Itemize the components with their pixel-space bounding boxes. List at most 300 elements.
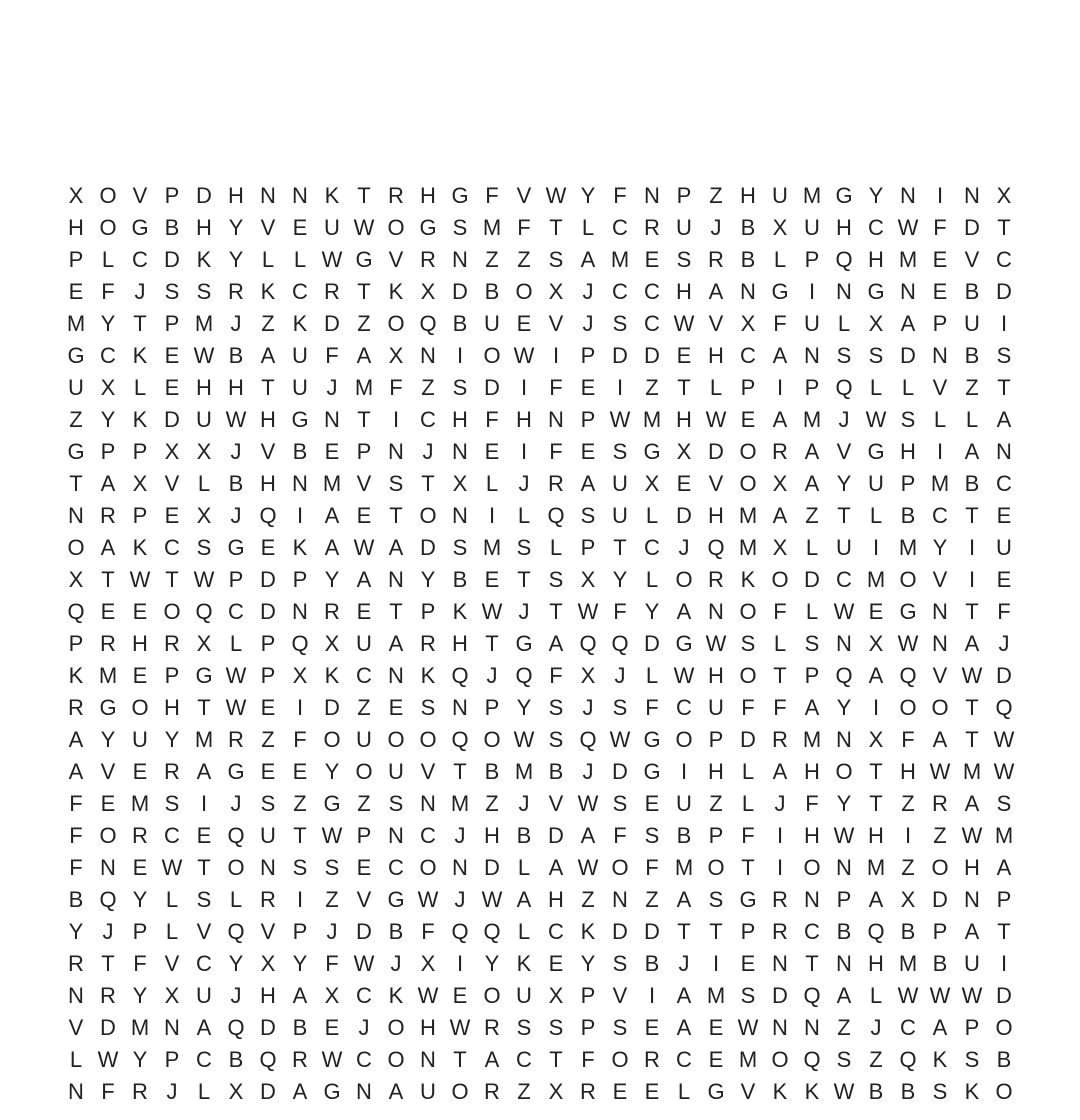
grid-letter[interactable]: A (548, 855, 564, 880)
grid-letter[interactable]: L (741, 759, 755, 784)
grid-letter[interactable]: H (708, 343, 724, 368)
grid-letter[interactable]: Z (901, 855, 915, 880)
grid-letter[interactable]: G (323, 791, 341, 816)
grid-letter[interactable]: M (802, 727, 822, 752)
grid-letter[interactable]: R (228, 727, 244, 752)
grid-letter[interactable]: H (836, 215, 852, 240)
grid-letter[interactable]: U (516, 983, 532, 1008)
grid-letter[interactable]: J (358, 1015, 370, 1040)
grid-letter[interactable]: P (164, 663, 180, 688)
grid-letter[interactable]: Z (261, 727, 275, 752)
grid-letter[interactable]: R (324, 599, 340, 624)
grid-letter[interactable]: D (996, 279, 1012, 304)
grid-letter[interactable]: Z (901, 791, 915, 816)
grid-letter[interactable]: G (227, 759, 245, 784)
grid-letter[interactable]: R (932, 791, 948, 816)
grid-letter[interactable]: N (932, 599, 948, 624)
grid-letter[interactable]: C (228, 599, 244, 624)
grid-letter[interactable]: Y (516, 695, 532, 720)
grid-letter[interactable]: N (388, 823, 404, 848)
grid-letter[interactable]: Z (261, 311, 275, 336)
grid-letter[interactable]: E (676, 343, 692, 368)
grid-letter[interactable]: P (740, 375, 756, 400)
grid-letter[interactable]: T (997, 375, 1011, 400)
grid-letter[interactable]: V (932, 375, 948, 400)
grid-letter[interactable]: F (517, 215, 531, 240)
grid-letter[interactable]: H (548, 887, 564, 912)
grid-letter[interactable]: X (132, 471, 148, 496)
grid-letter[interactable]: L (645, 567, 659, 592)
grid-letter[interactable]: C (740, 343, 756, 368)
grid-letter[interactable]: I (904, 823, 912, 848)
grid-letter[interactable]: R (100, 503, 116, 528)
grid-letter[interactable]: F (69, 823, 83, 848)
grid-letter[interactable]: B (292, 1015, 308, 1040)
grid-letter[interactable]: E (388, 695, 404, 720)
grid-letter[interactable]: O (99, 183, 117, 208)
grid-letter[interactable]: F (389, 375, 403, 400)
grid-letter[interactable]: Z (421, 375, 435, 400)
grid-letter[interactable]: Z (357, 311, 371, 336)
grid-letter[interactable]: X (772, 471, 788, 496)
grid-letter[interactable]: P (932, 919, 948, 944)
grid-letter[interactable]: K (292, 311, 308, 336)
grid-letter[interactable]: T (965, 727, 979, 752)
grid-letter[interactable]: U (996, 535, 1012, 560)
grid-letter[interactable]: I (296, 695, 304, 720)
grid-letter[interactable]: N (388, 663, 404, 688)
grid-letter[interactable]: H (708, 503, 724, 528)
grid-letter[interactable]: O (419, 855, 437, 880)
grid-letter[interactable]: I (968, 567, 976, 592)
grid-letter[interactable]: R (772, 727, 788, 752)
grid-letter[interactable]: J (230, 311, 242, 336)
grid-letter[interactable]: L (101, 247, 115, 272)
grid-letter[interactable]: C (420, 823, 436, 848)
grid-letter[interactable]: W (577, 599, 599, 624)
grid-letter[interactable]: D (676, 503, 692, 528)
grid-letter[interactable]: V (100, 759, 116, 784)
grid-letter[interactable]: L (229, 631, 243, 656)
grid-letter[interactable]: A (580, 823, 596, 848)
grid-letter[interactable]: Z (837, 1015, 851, 1040)
grid-letter[interactable]: D (804, 567, 820, 592)
grid-letter[interactable]: A (996, 855, 1012, 880)
grid-letter[interactable]: A (516, 887, 532, 912)
grid-letter[interactable]: C (676, 695, 692, 720)
grid-letter[interactable]: O (675, 567, 693, 592)
grid-letter[interactable]: A (292, 983, 308, 1008)
grid-letter[interactable]: D (740, 727, 756, 752)
grid-letter[interactable]: S (612, 951, 628, 976)
grid-letter[interactable]: O (483, 727, 501, 752)
grid-letter[interactable]: S (292, 855, 308, 880)
grid-letter[interactable]: N (836, 631, 852, 656)
grid-letter[interactable]: O (387, 1015, 405, 1040)
grid-letter[interactable]: A (900, 311, 916, 336)
grid-letter[interactable]: K (324, 663, 340, 688)
grid-letter[interactable]: P (836, 887, 852, 912)
grid-letter[interactable]: T (677, 375, 691, 400)
grid-letter[interactable]: F (741, 823, 755, 848)
grid-letter[interactable]: J (166, 1079, 178, 1104)
grid-letter[interactable]: G (131, 215, 149, 240)
grid-letter[interactable]: F (69, 855, 83, 880)
grid-letter[interactable]: E (324, 1015, 340, 1040)
grid-letter[interactable]: Z (517, 1079, 531, 1104)
grid-letter[interactable]: E (644, 247, 660, 272)
grid-letter[interactable]: Q (995, 695, 1013, 720)
grid-letter[interactable]: A (932, 1015, 948, 1040)
grid-letter[interactable]: X (420, 951, 436, 976)
grid-letter[interactable]: A (548, 631, 564, 656)
grid-letter[interactable]: D (900, 343, 916, 368)
grid-letter[interactable]: L (805, 599, 819, 624)
grid-letter[interactable]: Z (645, 375, 659, 400)
grid-letter[interactable]: R (420, 631, 436, 656)
grid-letter[interactable]: W (353, 951, 375, 976)
grid-letter[interactable]: M (994, 823, 1014, 848)
grid-letter[interactable]: O (931, 695, 949, 720)
grid-letter[interactable]: O (995, 1015, 1013, 1040)
grid-letter[interactable]: G (355, 247, 373, 272)
grid-letter[interactable]: P (164, 1047, 180, 1072)
grid-letter[interactable]: S (164, 279, 180, 304)
grid-letter[interactable]: L (581, 215, 595, 240)
grid-letter[interactable]: T (837, 503, 851, 528)
grid-letter[interactable]: I (872, 535, 880, 560)
grid-letter[interactable]: T (549, 599, 563, 624)
grid-letter[interactable]: F (485, 183, 499, 208)
grid-letter[interactable]: E (260, 695, 276, 720)
grid-letter[interactable]: L (133, 375, 147, 400)
grid-letter[interactable]: L (901, 375, 915, 400)
grid-letter[interactable]: P (804, 663, 820, 688)
grid-letter[interactable]: V (260, 215, 276, 240)
grid-letter[interactable]: Q (227, 1015, 245, 1040)
grid-letter[interactable]: E (356, 599, 372, 624)
grid-letter[interactable]: S (388, 791, 404, 816)
grid-letter[interactable]: P (292, 919, 308, 944)
grid-letter[interactable]: W (705, 407, 727, 432)
grid-letter[interactable]: X (388, 343, 404, 368)
grid-letter[interactable]: I (936, 183, 944, 208)
grid-letter[interactable]: E (132, 855, 148, 880)
grid-letter[interactable]: W (481, 599, 503, 624)
grid-letter[interactable]: P (932, 311, 948, 336)
grid-letter[interactable]: P (292, 567, 308, 592)
grid-letter[interactable]: X (996, 183, 1012, 208)
grid-letter[interactable]: P (68, 247, 84, 272)
grid-letter[interactable]: W (865, 407, 887, 432)
grid-letter[interactable]: V (164, 471, 180, 496)
grid-letter[interactable]: B (68, 887, 84, 912)
grid-letter[interactable]: P (132, 919, 148, 944)
grid-letter[interactable]: G (643, 727, 661, 752)
grid-letter[interactable]: U (804, 311, 820, 336)
grid-letter[interactable]: Q (227, 823, 245, 848)
grid-letter[interactable]: D (260, 567, 276, 592)
grid-letter[interactable]: Q (419, 311, 437, 336)
grid-letter[interactable]: W (193, 567, 215, 592)
grid-letter[interactable]: N (452, 695, 468, 720)
grid-letter[interactable]: W (961, 983, 983, 1008)
grid-letter[interactable]: H (740, 183, 756, 208)
grid-letter[interactable]: A (260, 343, 276, 368)
grid-letter[interactable]: A (388, 535, 404, 560)
grid-letter[interactable]: T (965, 695, 979, 720)
grid-letter[interactable]: B (292, 439, 308, 464)
grid-letter[interactable]: Q (99, 887, 117, 912)
grid-letter[interactable]: E (644, 791, 660, 816)
grid-letter[interactable]: K (804, 1079, 820, 1104)
grid-letter[interactable]: I (296, 503, 304, 528)
grid-letter[interactable]: U (708, 695, 724, 720)
grid-letter[interactable]: E (356, 855, 372, 880)
grid-letter[interactable]: P (68, 631, 84, 656)
grid-letter[interactable]: V (196, 919, 212, 944)
grid-letter[interactable]: N (68, 503, 84, 528)
grid-letter[interactable]: E (516, 311, 532, 336)
grid-letter[interactable]: O (131, 695, 149, 720)
grid-letter[interactable]: L (165, 887, 179, 912)
grid-letter[interactable]: T (101, 567, 115, 592)
grid-letter[interactable]: Q (707, 535, 725, 560)
grid-letter[interactable]: L (261, 247, 275, 272)
grid-letter[interactable]: E (548, 951, 564, 976)
grid-letter[interactable]: U (676, 791, 692, 816)
grid-letter[interactable]: H (452, 631, 468, 656)
grid-letter[interactable]: H (708, 759, 724, 784)
grid-letter[interactable]: R (420, 247, 436, 272)
grid-letter[interactable]: L (165, 919, 179, 944)
grid-letter[interactable]: R (708, 567, 724, 592)
grid-letter[interactable]: L (69, 1047, 83, 1072)
grid-letter[interactable]: Y (100, 407, 116, 432)
grid-letter[interactable]: Q (899, 663, 917, 688)
grid-letter[interactable]: F (773, 599, 787, 624)
grid-letter[interactable]: H (900, 759, 916, 784)
grid-letter[interactable]: W (225, 407, 247, 432)
grid-letter[interactable]: W (961, 663, 983, 688)
grid-letter[interactable]: N (836, 855, 852, 880)
grid-letter[interactable]: T (453, 1047, 467, 1072)
grid-letter[interactable]: O (99, 823, 117, 848)
grid-letter[interactable]: Y (68, 919, 84, 944)
grid-letter[interactable]: C (196, 1047, 212, 1072)
grid-letter[interactable]: S (580, 503, 596, 528)
grid-letter[interactable]: W (481, 887, 503, 912)
grid-letter[interactable]: U (484, 311, 500, 336)
grid-letter[interactable]: K (324, 183, 340, 208)
grid-letter[interactable]: S (260, 791, 276, 816)
grid-letter[interactable]: E (452, 983, 468, 1008)
grid-letter[interactable]: V (740, 1079, 756, 1104)
grid-letter[interactable]: E (740, 951, 756, 976)
grid-letter[interactable]: M (194, 727, 214, 752)
grid-letter[interactable]: M (738, 503, 758, 528)
grid-letter[interactable]: H (868, 823, 884, 848)
grid-letter[interactable]: Q (483, 919, 501, 944)
grid-letter[interactable]: T (741, 855, 755, 880)
grid-letter[interactable]: C (996, 471, 1012, 496)
grid-letter[interactable]: D (932, 887, 948, 912)
grid-letter[interactable]: P (580, 343, 596, 368)
grid-letter[interactable]: O (995, 1079, 1013, 1104)
grid-letter[interactable]: S (452, 215, 468, 240)
grid-letter[interactable]: O (899, 567, 917, 592)
grid-letter[interactable]: D (260, 1079, 276, 1104)
grid-letter[interactable]: O (419, 503, 437, 528)
grid-letter[interactable]: J (870, 1015, 882, 1040)
grid-letter[interactable]: S (548, 567, 564, 592)
grid-letter[interactable]: E (324, 439, 340, 464)
grid-letter[interactable]: M (450, 791, 470, 816)
grid-letter[interactable]: G (515, 631, 533, 656)
grid-letter[interactable]: H (420, 1015, 436, 1040)
grid-letter[interactable]: K (132, 343, 148, 368)
grid-letter[interactable]: J (678, 951, 690, 976)
grid-letter[interactable]: T (357, 407, 371, 432)
grid-letter[interactable]: A (708, 279, 724, 304)
grid-letter[interactable]: N (836, 951, 852, 976)
grid-letter[interactable]: P (132, 439, 148, 464)
grid-letter[interactable]: Q (259, 1047, 277, 1072)
grid-letter[interactable]: V (932, 663, 948, 688)
grid-letter[interactable]: T (773, 663, 787, 688)
grid-letter[interactable]: O (707, 855, 725, 880)
grid-letter[interactable]: Q (515, 663, 533, 688)
grid-letter[interactable]: A (356, 343, 372, 368)
grid-letter[interactable]: H (228, 183, 244, 208)
grid-letter[interactable]: A (964, 791, 980, 816)
grid-letter[interactable]: W (449, 1015, 471, 1040)
grid-letter[interactable]: F (293, 727, 307, 752)
grid-letter[interactable]: G (99, 695, 117, 720)
grid-letter[interactable]: M (66, 311, 86, 336)
grid-letter[interactable]: J (518, 599, 530, 624)
grid-letter[interactable]: W (833, 1079, 855, 1104)
grid-letter[interactable]: P (164, 311, 180, 336)
grid-letter[interactable]: G (899, 599, 917, 624)
grid-letter[interactable]: G (739, 887, 757, 912)
grid-letter[interactable]: W (577, 791, 599, 816)
grid-letter[interactable]: Y (100, 727, 116, 752)
grid-letter[interactable]: N (452, 247, 468, 272)
grid-letter[interactable]: T (197, 855, 211, 880)
grid-letter[interactable]: H (484, 823, 500, 848)
grid-letter[interactable]: A (196, 759, 212, 784)
grid-letter[interactable]: J (102, 919, 114, 944)
grid-letter[interactable]: N (260, 855, 276, 880)
grid-letter[interactable]: W (129, 567, 151, 592)
grid-letter[interactable]: D (324, 311, 340, 336)
grid-letter[interactable]: W (897, 983, 919, 1008)
grid-letter[interactable]: E (932, 279, 948, 304)
grid-letter[interactable]: M (738, 1047, 758, 1072)
grid-letter[interactable]: W (161, 855, 183, 880)
grid-letter[interactable]: D (644, 631, 660, 656)
grid-letter[interactable]: A (68, 727, 84, 752)
grid-letter[interactable]: E (612, 1079, 628, 1104)
grid-letter[interactable]: H (804, 759, 820, 784)
grid-letter[interactable]: L (869, 983, 883, 1008)
grid-letter[interactable]: E (580, 439, 596, 464)
grid-letter[interactable]: K (580, 919, 596, 944)
grid-letter[interactable]: E (996, 503, 1012, 528)
grid-letter[interactable]: Q (803, 1047, 821, 1072)
grid-letter[interactable]: D (484, 375, 500, 400)
grid-letter[interactable]: E (68, 279, 84, 304)
grid-letter[interactable]: X (228, 1079, 244, 1104)
grid-letter[interactable]: J (838, 407, 850, 432)
grid-letter[interactable]: S (164, 791, 180, 816)
grid-letter[interactable]: X (324, 631, 340, 656)
grid-letter[interactable]: W (321, 247, 343, 272)
grid-letter[interactable]: U (420, 1079, 436, 1104)
grid-letter[interactable]: W (609, 727, 631, 752)
grid-letter[interactable]: K (964, 1079, 980, 1104)
grid-letter[interactable]: C (836, 567, 852, 592)
grid-letter[interactable]: P (804, 247, 820, 272)
grid-letter[interactable]: J (230, 439, 242, 464)
grid-letter[interactable]: I (520, 439, 528, 464)
grid-letter[interactable]: O (355, 759, 373, 784)
grid-letter[interactable]: P (260, 663, 276, 688)
grid-letter[interactable]: S (196, 535, 212, 560)
grid-letter[interactable]: A (804, 471, 820, 496)
grid-letter[interactable]: T (69, 471, 83, 496)
grid-letter[interactable]: D (964, 215, 980, 240)
grid-letter[interactable]: S (516, 1015, 532, 1040)
grid-letter[interactable]: X (452, 471, 468, 496)
grid-letter[interactable]: S (548, 727, 564, 752)
grid-letter[interactable]: S (196, 279, 212, 304)
grid-letter[interactable]: N (292, 599, 308, 624)
grid-letter[interactable]: W (897, 215, 919, 240)
grid-letter[interactable]: A (100, 471, 116, 496)
grid-letter[interactable]: H (132, 631, 148, 656)
grid-letter[interactable]: H (452, 407, 468, 432)
grid-letter[interactable]: M (130, 1015, 150, 1040)
grid-letter[interactable]: I (456, 343, 464, 368)
grid-letter[interactable]: A (868, 887, 884, 912)
grid-letter[interactable]: Y (100, 311, 116, 336)
grid-letter[interactable]: P (484, 695, 500, 720)
grid-letter[interactable]: R (644, 215, 660, 240)
grid-letter[interactable]: D (260, 599, 276, 624)
grid-letter[interactable]: J (454, 887, 466, 912)
grid-letter[interactable]: Y (228, 215, 244, 240)
grid-letter[interactable]: I (200, 791, 208, 816)
grid-letter[interactable]: A (964, 439, 980, 464)
grid-letter[interactable]: E (132, 599, 148, 624)
grid-letter[interactable]: L (933, 407, 947, 432)
grid-letter[interactable]: Y (836, 471, 852, 496)
grid-letter[interactable]: U (388, 759, 404, 784)
grid-letter[interactable]: O (163, 599, 181, 624)
grid-letter[interactable]: U (836, 535, 852, 560)
grid-letter[interactable]: C (612, 279, 628, 304)
grid-letter[interactable]: S (676, 247, 692, 272)
grid-letter[interactable]: J (422, 439, 434, 464)
grid-letter[interactable]: P (580, 407, 596, 432)
grid-letter[interactable]: P (580, 1015, 596, 1040)
grid-letter[interactable]: S (548, 695, 564, 720)
grid-letter[interactable]: N (932, 631, 948, 656)
grid-letter[interactable]: L (229, 887, 243, 912)
grid-letter[interactable]: S (196, 887, 212, 912)
